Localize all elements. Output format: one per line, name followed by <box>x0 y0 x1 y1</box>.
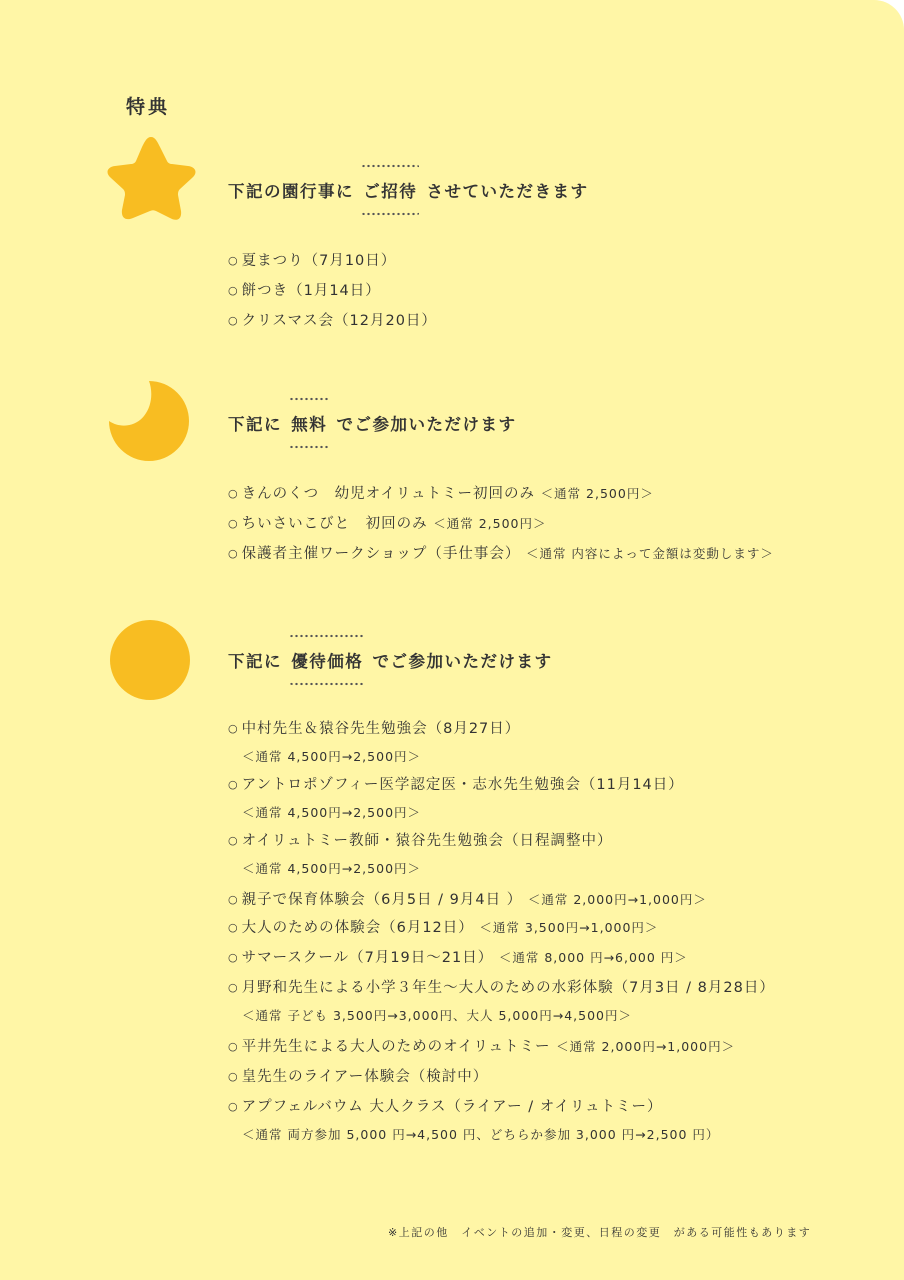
list-item: ○ きんのくつ 幼児オイリュトミー初回のみ ＜通常 2,500円＞ <box>228 486 654 502</box>
list-item: ○ オイリュトミー教師・猿谷先生勉強会（日程調整中） ＜通常 4,500円→2,500円＞ <box>228 833 613 876</box>
heading-text: でご参加いただけます <box>372 652 553 671</box>
heading-emphasis: 無料 <box>291 411 327 435</box>
full-moon-icon <box>109 619 191 701</box>
list-item: ○ 皇先生のライアー体験会（検討中） <box>228 1069 489 1085</box>
footnote: ※上記の他 イベントの追加・変更、日程の変更 がある可能性もあります <box>388 1226 812 1239</box>
page-title: 特典 <box>126 96 171 118</box>
list-item: ○ 保護者主催ワークショップ（手仕事会） ＜通常 内容によって金額は変動します＞ <box>228 546 774 562</box>
heading-text: 下記に <box>228 415 282 434</box>
section-3-heading <box>228 648 553 672</box>
list-item: ○ ちいさいこびと 初回のみ ＜通常 2,500円＞ <box>228 516 547 532</box>
list-item: ○ 大人のための体験会（6月12日） ＜通常 3,500円→1,000円＞ <box>228 920 659 936</box>
list-item: ○ アプフェルバウム 大人クラス（ライアー / オイリュトミー） ＜通常 両方参加 5,000 円→4,500 円、どちらか参加 3,000 円→2,500 円） <box>228 1099 720 1142</box>
section-1-list <box>228 246 437 336</box>
list-item: ○ 親子で保育体験会（6月5日 / 9月4日 ） ＜通常 2,000円→1,000円＞ <box>228 892 707 908</box>
star-icon <box>104 133 198 223</box>
list-item: ○ 月野和先生による小学３年生～大人のための水彩体験（7月3日 / 8月28日） ＜通常 子ども 3,500円→3,000円、大人 5,000円→4,500円＞ <box>228 980 775 1023</box>
list-item: ○ クリスマス会（12月20日） <box>228 313 437 329</box>
section-1-heading <box>228 178 589 202</box>
section-2-heading <box>228 411 517 435</box>
heading-emphasis: ご招待 <box>363 178 417 202</box>
heading-text: 下記の園行事に <box>228 182 354 201</box>
list-item: ○ 中村先生＆猿谷先生勉強会（8月27日） ＜通常 4,500円→2,500円＞ <box>228 721 521 764</box>
list-item: ○ サマースクール（7月19日～21日） ＜通常 8,000 円→6,000 円＞ <box>228 950 688 966</box>
heading-text: 下記に <box>228 652 282 671</box>
list-item: ○ 平井先生による大人のためのオイリュトミー ＜通常 2,000円→1,000円＞ <box>228 1039 736 1055</box>
list-item: ○ 餅つき（1月14日） <box>228 283 381 299</box>
crescent-moon-icon <box>108 380 190 462</box>
heading-text: でご参加いただけます <box>336 415 517 434</box>
section-2-list <box>228 479 774 569</box>
list-item: ○ アントロポゾフィー医学認定医・志水先生勉強会（11月14日） ＜通常 4,500円→2,500円＞ <box>228 777 684 820</box>
section-3-list <box>228 715 775 1149</box>
list-item: ○ 夏まつり（7月10日） <box>228 253 397 269</box>
heading-text: させていただきます <box>426 182 589 201</box>
heading-emphasis: 優待価格 <box>291 648 363 672</box>
